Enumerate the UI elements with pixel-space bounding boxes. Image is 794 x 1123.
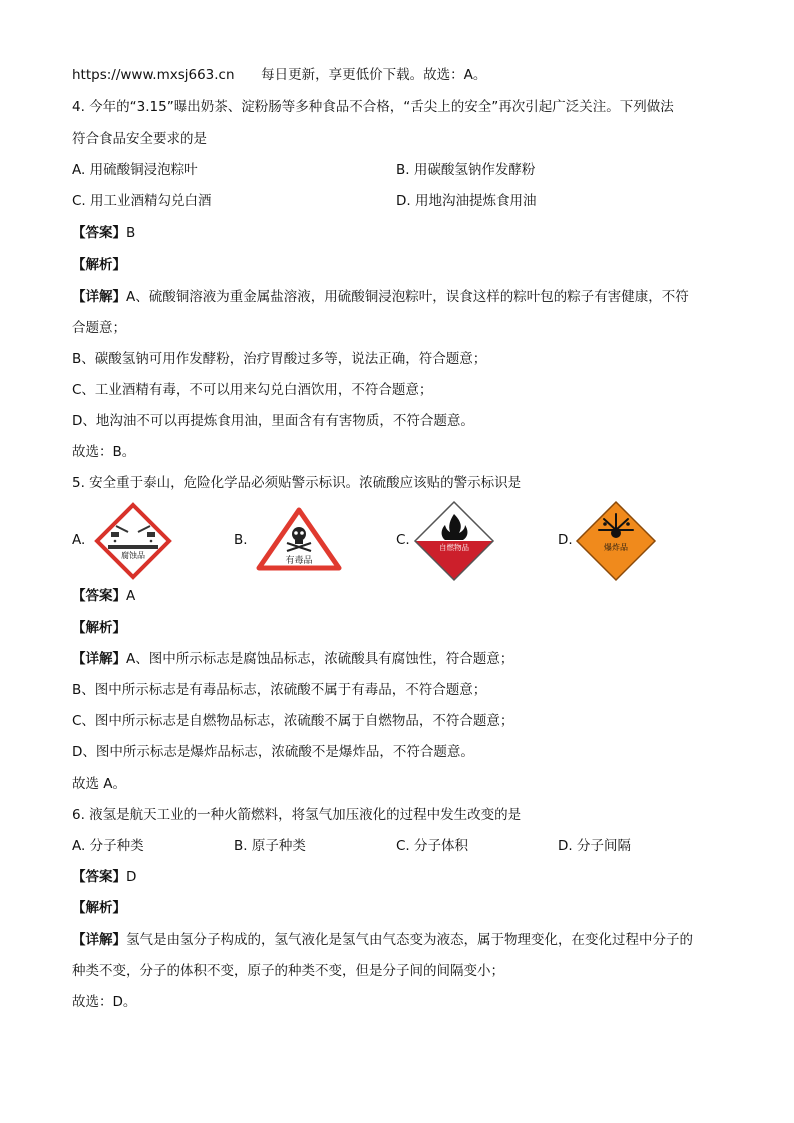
q5-option-d-letter: D. [558, 532, 573, 548]
flammable-sign-icon [413, 500, 495, 582]
answer-value: A [126, 588, 136, 604]
header-line [72, 66, 486, 84]
q6-answer [72, 868, 136, 886]
detail-tag: 【详解】 [72, 289, 126, 305]
q6-detail-line2: 种类不变，分子的体积不变，原子的种类不变，但是分子间的间隔变小； [72, 963, 504, 979]
q4-answer [72, 224, 135, 242]
q4-detail-line5: D、地沟油不可以再提炼食用油，里面含有有害物质，不符合题意。 [72, 413, 474, 429]
q6-analysis-tag: 【解析】 [72, 900, 126, 916]
q5-option-a-letter: A. [72, 532, 86, 548]
q5-detail-line4: D、图中所示标志是爆炸品标志，浓硫酸不是爆炸品，不符合题意。 [72, 744, 474, 760]
detail-text: A、图中所示标志是腐蚀品标志，浓硫酸具有腐蚀性，符合题意； [126, 651, 514, 667]
q4-detail-line2: 合题意； [72, 320, 126, 336]
q6-option-b: B. 原子种类 [234, 838, 306, 854]
q4-option-a: A. 用硫酸铜浸泡粽叶 [72, 162, 198, 178]
corrosive-sign-icon [94, 502, 172, 580]
detail-text: A、硫酸铜溶液为重金属盐溶液，用硫酸铜浸泡粽叶，误食这样的粽叶包的粽子有害健康，不符 [126, 289, 689, 305]
q5-option-b-letter: B. [234, 532, 248, 548]
q4-analysis-tag: 【解析】 [72, 257, 126, 273]
q4-detail-line3: B、碳酸氢钠可用作发酵粉，治疗胃酸过多等，说法正确，符合题意； [72, 351, 487, 367]
q4-detail-line4: C、工业酒精有毒，不可以用来勾兑白酒饮用，不符合题意； [72, 382, 433, 398]
answer-tag: 【答案】 [72, 225, 126, 241]
q5-stem: 5. 安全重于泰山，危险化学品必须贴警示标识。浓硫酸应该贴的警示标识是 [72, 475, 522, 491]
q4-option-d: D. 用地沟油提炼食用油 [396, 193, 537, 209]
q5-detail-line1 [72, 650, 513, 668]
q6-detail-line1 [72, 931, 693, 949]
q5-detail-line2: B、图中所示标志是有毒品标志，浓硫酸不属于有毒品，不符合题意； [72, 682, 487, 698]
detail-tag: 【详解】 [72, 932, 126, 948]
q5-detail-line3: C、图中所示标志是自燃物品标志，浓硫酸不属于自燃物品，不符合题意； [72, 713, 514, 729]
q5-conclusion: 故选 A。 [72, 776, 127, 792]
q6-stem: 6. 液氢是航天工业的一种火箭燃料，将氢气加压液化的过程中发生改变的是 [72, 807, 522, 823]
q4-stem-line2: 符合食品安全要求的是 [72, 131, 207, 147]
q4-conclusion: 故选：B。 [72, 444, 136, 460]
explosive-sign-icon [575, 500, 657, 582]
detail-text: 氢气是由氢分子构成的，氢气液化是氢气由气态变为液态，属于物理变化，在变化过程中分子的 [126, 932, 693, 948]
q6-option-d: D. 分子间隔 [558, 838, 631, 854]
q4-option-c: C. 用工业酒精勾兑白酒 [72, 193, 212, 209]
answer-tag: 【答案】 [72, 869, 126, 885]
answer-tag: 【答案】 [72, 588, 126, 604]
q6-option-a: A. 分子种类 [72, 838, 144, 854]
q4-stem-line1: 4. 今年的“3.15”曝出奶茶、淀粉肠等多种食品不合格，“舌尖上的安全”再次引起广泛关注。下列做法 [72, 99, 674, 115]
flammable-sign-text: 自燃物品 [439, 543, 469, 552]
q6-option-c: C. 分子体积 [396, 838, 469, 854]
answer-value: B [126, 225, 136, 241]
q4-option-b: B. 用碳酸氢钠作发酵粉 [396, 162, 536, 178]
q4-detail-line1 [72, 288, 689, 306]
detail-tag: 【详解】 [72, 651, 126, 667]
corrosive-sign-text: 腐蚀品 [121, 551, 145, 560]
answer-value: D [126, 869, 137, 885]
q5-analysis-tag: 【解析】 [72, 620, 126, 636]
q6-conclusion: 故选：D。 [72, 994, 137, 1010]
toxic-sign-icon [255, 506, 343, 572]
q5-option-c-letter: C. [396, 532, 410, 548]
source-url[interactable]: https://www.mxsj663.cn [72, 67, 235, 83]
q5-answer [72, 587, 135, 605]
toxic-sign-text: 有毒品 [285, 556, 313, 566]
header-notice: 每日更新，享更低价下载。故选：A。 [261, 67, 487, 83]
explosive-sign-text: 爆炸品 [604, 543, 628, 552]
